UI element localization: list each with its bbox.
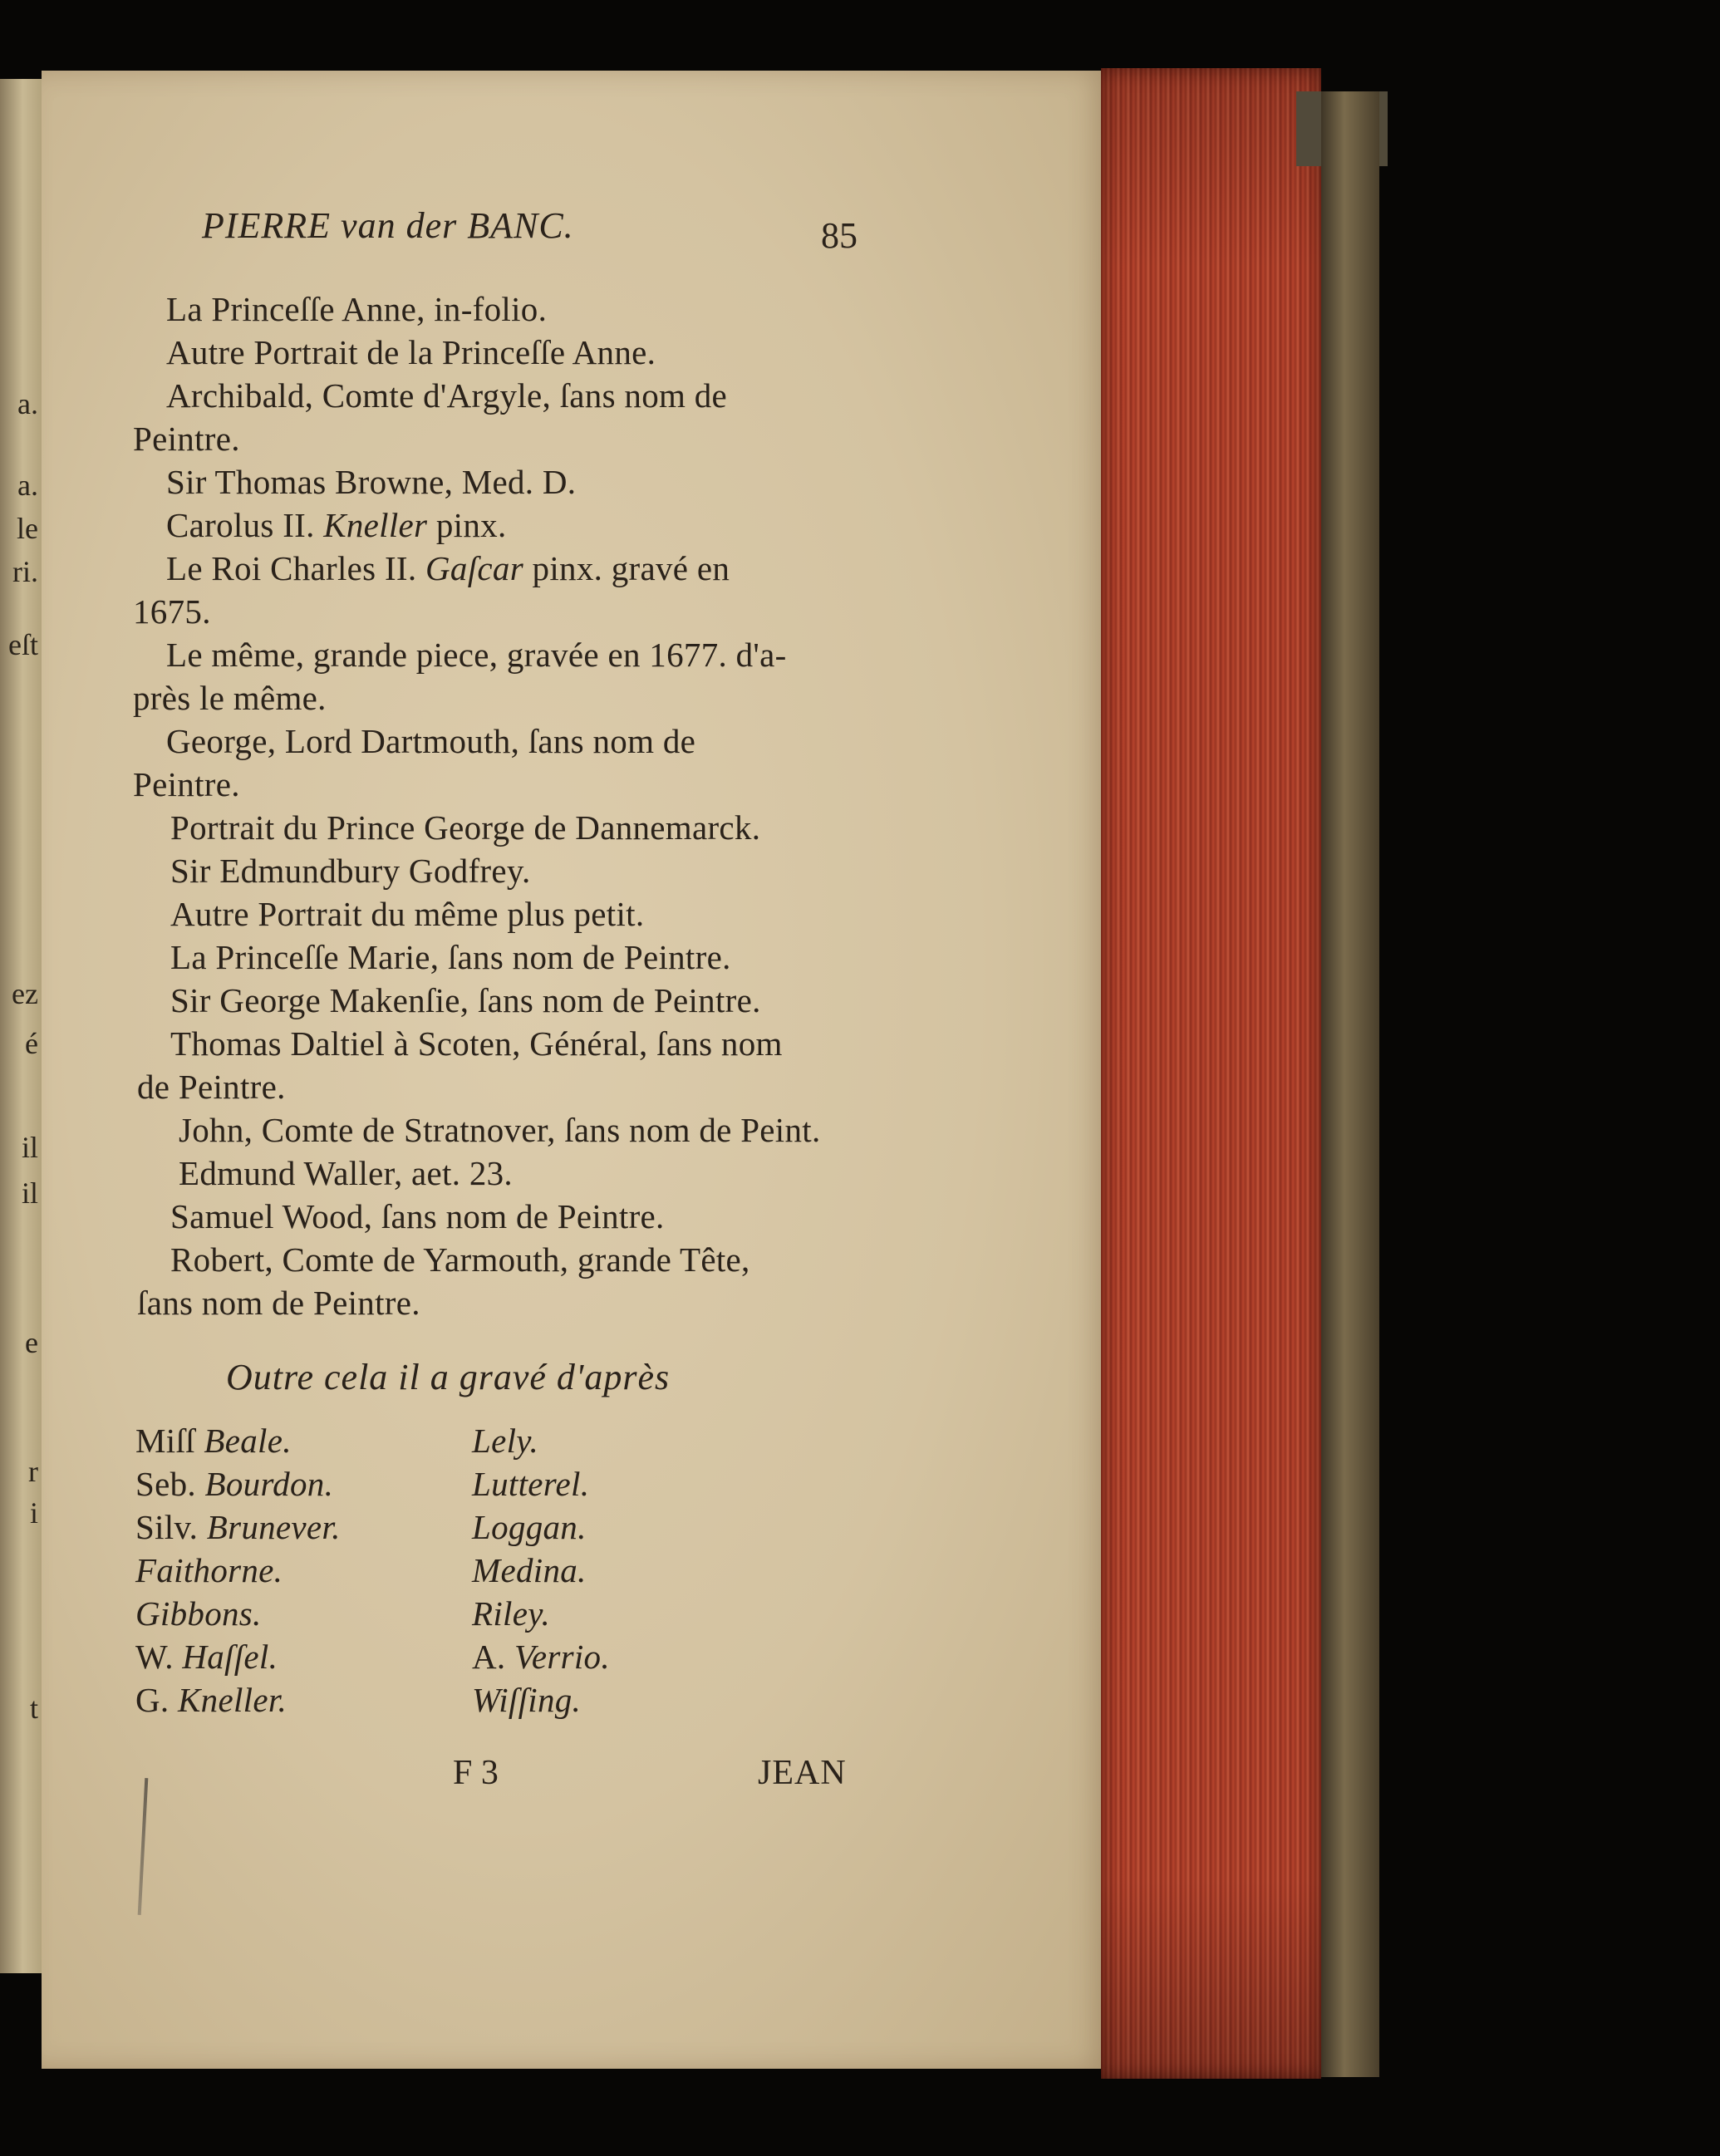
painter-name: Lely. — [472, 1422, 539, 1460]
painter-entry — [135, 1550, 283, 1590]
entry-line: John, Comte de Stratnover, ſans nom de Peint. — [179, 1111, 821, 1149]
painter-name: Gaſcar — [425, 549, 523, 587]
painter-entry — [472, 1550, 587, 1590]
entry-line: de Peintre. — [137, 1068, 286, 1106]
painter-entry — [472, 1507, 587, 1547]
painter-entry — [135, 1680, 287, 1720]
running-title: PIERRE van der BANC. — [202, 205, 574, 246]
facing-fragment: t — [29, 1692, 38, 1725]
painter-name: Loggan. — [472, 1508, 587, 1546]
entry-line: Sir Thomas Browne, Med. D. — [166, 463, 577, 501]
catchword: JEAN — [758, 1754, 847, 1792]
entry-text: pinx. — [435, 506, 507, 544]
entry-line: Archibald, Comte d'Argyle, ſans nom de — [166, 376, 728, 415]
section-subheading: Outre cela il a gravé d'après — [226, 1357, 671, 1397]
entry-line: Samuel Wood, ſans nom de Peintre. — [170, 1197, 665, 1235]
painter-prefix: G. — [135, 1681, 179, 1719]
entry-line: Thomas Daltiel à Scoten, Général, ſans nom — [170, 1024, 783, 1063]
entry-line: Peintre. — [133, 765, 240, 803]
painter-entry — [135, 1507, 341, 1547]
entry-line: Portrait du Prince George de Dannemarck. — [170, 808, 761, 847]
painter-name: Kneller. — [178, 1681, 287, 1719]
painter-entry — [135, 1637, 278, 1677]
facing-fragment: eſt — [8, 628, 38, 661]
painter-name: Gibbons. — [135, 1594, 262, 1633]
entry-line: Edmund Waller, aet. 23. — [179, 1154, 513, 1192]
facing-fragment: i — [29, 1496, 38, 1530]
entry-line: 1675. — [133, 592, 211, 631]
entry-line: près le même. — [133, 679, 327, 717]
painter-prefix: Silv. — [135, 1508, 207, 1546]
facing-fragment: e — [25, 1326, 38, 1359]
painter-entry — [472, 1421, 538, 1461]
fore-edge-shade — [1101, 68, 1321, 2079]
painter-name: Riley. — [472, 1594, 551, 1633]
painter-entry — [135, 1421, 292, 1461]
entry-line: Peintre. — [133, 420, 240, 458]
facing-fragment: a. — [17, 469, 38, 502]
entry-line — [166, 505, 507, 545]
facing-fragment: ri. — [12, 555, 38, 588]
facing-page-edge — [0, 79, 42, 1973]
entry-line: George, Lord Dartmouth, ſans nom de — [166, 722, 696, 760]
painter-entry — [472, 1594, 550, 1633]
entry-line: Le même, grande piece, gravée en 1677. d'a- — [166, 636, 787, 674]
painter-prefix: W. — [135, 1638, 183, 1676]
page-number: 85 — [821, 215, 858, 256]
painter-name: Medina. — [472, 1551, 587, 1589]
facing-fragment: le — [17, 512, 38, 545]
signature-mark: F 3 — [453, 1754, 499, 1792]
painter-name: Bourdon. — [204, 1465, 334, 1503]
entry-line: Sir Edmundbury Godfrey. — [170, 852, 531, 890]
entry-text: pinx. gravé en — [532, 549, 730, 587]
entry-line: Robert, Comte de Yarmouth, grande Tête, — [170, 1240, 750, 1279]
entry-line: La Princeſſe Anne, in-folio. — [166, 290, 548, 328]
facing-fragment: é — [25, 1027, 38, 1060]
painter-entry — [135, 1464, 333, 1504]
facing-fragment: il — [21, 1131, 38, 1164]
painter-entry — [472, 1680, 581, 1720]
facing-fragment: ez — [12, 977, 38, 1010]
painter-name: Faithorne. — [135, 1551, 283, 1589]
painter-name: Beale. — [204, 1422, 292, 1460]
entry-line: Sir George Makenſie, ſans nom de Peintre. — [170, 981, 761, 1019]
painter-name: Lutterel. — [472, 1465, 590, 1503]
book-cover-board — [1321, 91, 1379, 2077]
painter-name: Kneller — [323, 506, 428, 544]
painter-name: Haſſel. — [182, 1638, 278, 1676]
facing-fragment: r — [28, 1455, 38, 1488]
entry-line: Autre Portrait du même plus petit. — [170, 895, 645, 933]
painter-prefix: A. — [472, 1638, 515, 1676]
painter-prefix: Miſſ — [135, 1422, 204, 1460]
painter-entry — [472, 1637, 610, 1677]
painter-name: Brunever. — [206, 1508, 341, 1546]
entry-line: ſans nom de Peintre. — [137, 1284, 420, 1322]
painter-entry — [135, 1594, 262, 1633]
entry-line: La Princeſſe Marie, ſans nom de Peintre. — [170, 938, 731, 976]
painter-name: Wiſſing. — [472, 1681, 582, 1719]
entry-line: Autre Portrait de la Princeſſe Anne. — [166, 333, 656, 371]
running-header — [202, 204, 867, 254]
entry-line — [166, 548, 730, 588]
entry-text: Le Roi Charles II. — [166, 549, 417, 587]
facing-fragment: il — [21, 1176, 38, 1210]
entry-text: Carolus II. — [166, 506, 315, 544]
painter-prefix: Seb. — [135, 1465, 205, 1503]
facing-fragment: a. — [17, 387, 38, 420]
painter-entry — [472, 1464, 589, 1504]
painter-name: Verrio. — [514, 1638, 610, 1676]
